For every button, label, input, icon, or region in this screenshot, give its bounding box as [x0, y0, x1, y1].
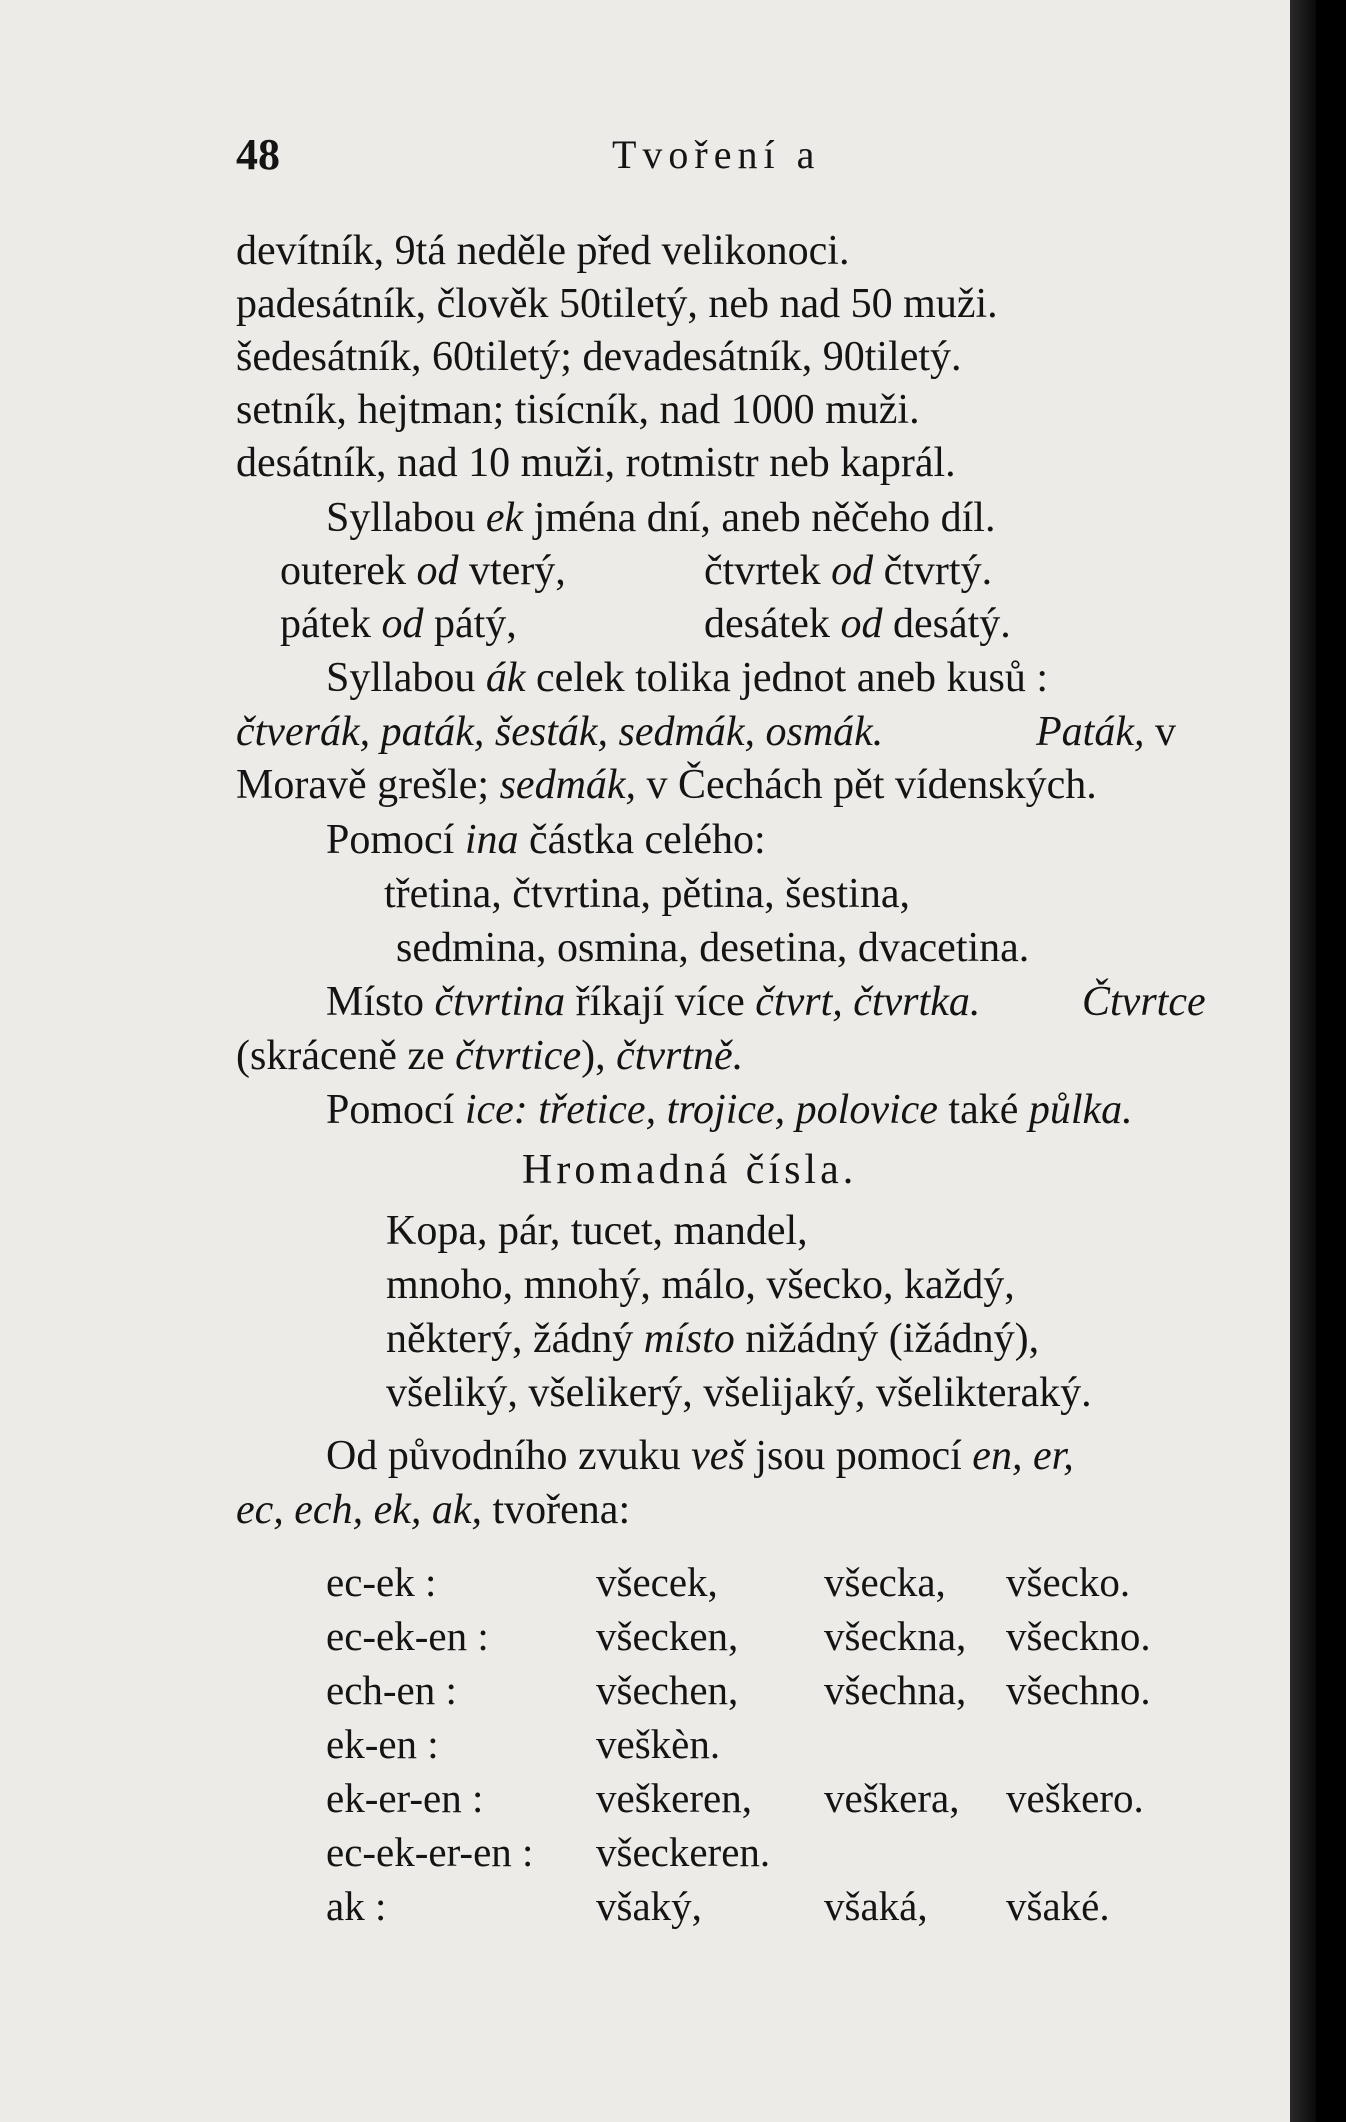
table-row: ech-en : všechen, všechna, všechno.: [326, 1667, 1151, 1713]
table-row: ec-ek-er-en : všeckeren.: [326, 1829, 771, 1875]
table-row: ek-er-en : veškeren, veškera, veškero.: [326, 1775, 1144, 1821]
text-line: třetina, čtvrtina, pětina, šestina,: [384, 871, 910, 917]
text-line: Čtvrtce: [1082, 979, 1206, 1025]
page-edge-shadow: [1290, 0, 1316, 2122]
text-line: (skráceně ze čtvrtice), čtvrtně.: [236, 1033, 744, 1079]
text-line: všeliký, všelikerý, všelijaký, všelikteraký.: [386, 1370, 1092, 1416]
text-line: Pomocí ice: třetice, trojice, polovice také půlka.: [326, 1087, 1133, 1133]
section-title: Hromadná čísla.: [522, 1147, 858, 1193]
table-row: ec-ek-en : všecken, všeckna, všeckno.: [326, 1613, 1151, 1659]
text-line: Kopa, pár, tucet, mandel,: [386, 1208, 808, 1254]
text-line: Syllabou ák celek tolika jednot aneb kusů :: [326, 655, 1049, 701]
page-number: 48: [236, 130, 280, 179]
text-line: Paták, v: [1036, 709, 1176, 755]
text-line: setník, hejtman; tisícník, nad 1000 muži.: [236, 387, 920, 433]
text-line: ec, ech, ek, ak, tvořena:: [236, 1487, 631, 1533]
text-line: devítník, 9tá neděle před velikonoci.: [236, 228, 850, 274]
text-line: Místo čtvrtina říkají více čtvrt, čtvrtka.: [326, 979, 981, 1025]
text-line: čtverák, paták, šesták, sedmák, osmák.: [236, 709, 884, 755]
text-line: desátek od desátý.: [704, 601, 1011, 647]
text-line: pátek od pátý,: [280, 601, 517, 647]
text-line: outerek od vterý,: [280, 548, 566, 594]
text-line: Pomocí ina částka celého:: [326, 817, 766, 863]
text-line: desátník, nad 10 muži, rotmistr neb kaprál.: [236, 440, 956, 486]
running-title: Tvoření a: [612, 132, 821, 177]
text-line: mnoho, mnohý, málo, všecko, každý,: [386, 1262, 1015, 1308]
text-line: některý, žádný místo nižádný (ižádný),: [386, 1316, 1040, 1362]
table-row: ak : všaký, všaká, všaké.: [326, 1883, 1110, 1929]
table-row: ek-en : veškèn.: [326, 1721, 721, 1767]
text-line: Moravě grešle; sedmák, v Čechách pět vídenských.: [236, 762, 1097, 808]
text-line: padesátník, člověk 50tiletý, neb nad 50 muži.: [236, 281, 998, 327]
text-line: čtvrtek od čtvrtý.: [704, 548, 993, 594]
text-line: šedesátník, 60tiletý; devadesátník, 90tiletý.: [236, 334, 962, 380]
table-row: ec-ek : všecek, všecka, všecko.: [326, 1559, 1131, 1605]
text-line: Od původního zvuku veš jsou pomocí en, er,: [326, 1433, 1074, 1479]
text-line: Syllabou ek jména dní, aneb něčeho díl.: [326, 495, 996, 541]
text-line: sedmina, osmina, desetina, dvacetina.: [396, 925, 1030, 971]
